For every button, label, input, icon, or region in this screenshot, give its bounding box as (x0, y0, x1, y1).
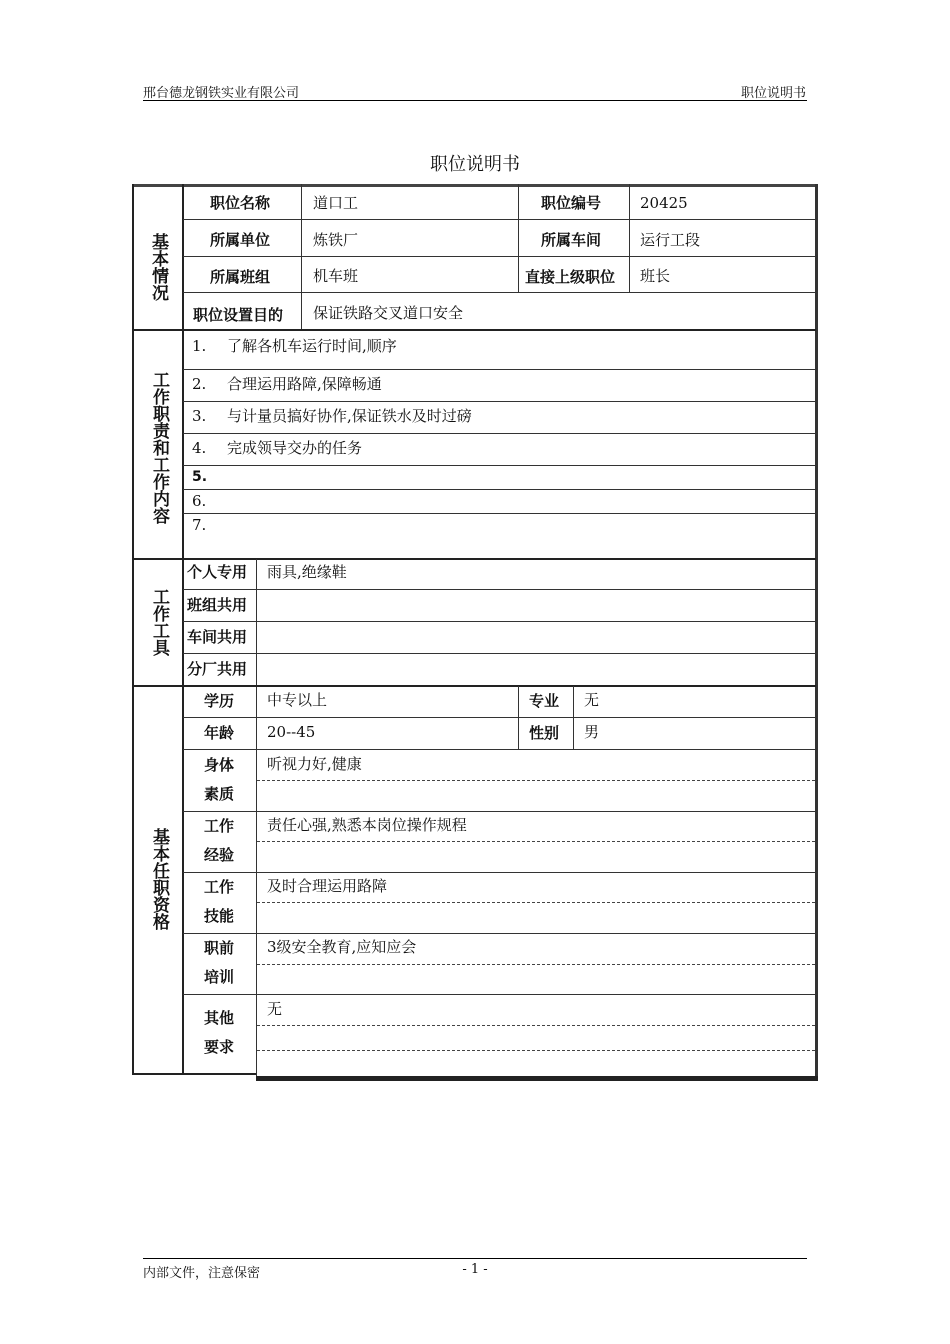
team-label: 所属班组 (210, 268, 271, 286)
major-value: 无 (584, 691, 600, 709)
table-border-bottom (256, 1076, 818, 1081)
grid-line (183, 219, 815, 220)
grid-line (183, 369, 815, 370)
superior-value: 班长 (640, 267, 671, 285)
skills-label: 工作 (204, 878, 235, 896)
grid-line (183, 465, 815, 466)
dashed-line (257, 1025, 815, 1026)
grid-line (183, 811, 815, 812)
grid-line (183, 292, 815, 293)
duty-num: 7. (192, 516, 207, 534)
education-label: 学历 (204, 692, 235, 710)
other-label: 其他 (204, 1009, 235, 1027)
skills-value: 及时合理运用路障 (267, 877, 388, 895)
duty-num: 4. (192, 439, 207, 457)
experience-label: 经验 (204, 846, 235, 864)
section-basic-info-label: 基本情况 (148, 233, 168, 301)
physique-label: 身体 (204, 756, 235, 774)
grid-line (183, 589, 815, 590)
other-label: 要求 (204, 1038, 235, 1056)
training-label: 培训 (204, 968, 235, 986)
position-code-value: 20425 (640, 194, 688, 212)
section-tools-label: 工作工具 (149, 588, 169, 656)
physique-label: 素质 (204, 785, 235, 803)
grid-line (518, 184, 519, 292)
position-name-value: 道口工 (313, 194, 359, 212)
education-value: 中专以上 (267, 691, 328, 709)
section-divider (182, 184, 184, 1074)
grid-line (183, 933, 815, 934)
header-rule (143, 100, 807, 101)
grid-line (183, 513, 815, 514)
grid-line (183, 749, 815, 750)
other-value: 无 (267, 1000, 283, 1018)
page-number: - 1 - (462, 1262, 488, 1277)
major-label: 专业 (529, 692, 560, 710)
gender-label: 性别 (529, 724, 560, 742)
skills-label: 技能 (204, 907, 235, 925)
header-doc-type: 职位说明书 (740, 86, 806, 101)
age-value: 20--45 (267, 723, 316, 741)
experience-value: 责任心强,熟悉本岗位操作规程 (267, 816, 467, 834)
table-border-bottom-left (132, 1073, 256, 1075)
grid-line (183, 653, 815, 654)
duty-num: 3. (192, 407, 207, 425)
duty-text: 了解各机车运行时间,顺序 (227, 337, 397, 355)
experience-label: 工作 (204, 817, 235, 835)
dashed-line (257, 902, 815, 903)
grid-line (183, 256, 815, 257)
grid-line (629, 184, 630, 292)
training-label: 职前 (204, 939, 235, 957)
tool-label: 分厂共用 (187, 660, 248, 678)
purpose-value: 保证铁路交叉道口安全 (313, 304, 464, 322)
unit-value: 炼铁厂 (313, 231, 359, 249)
workshop-label: 所属车间 (541, 231, 602, 249)
tool-label: 车间共用 (187, 628, 248, 646)
dashed-line (257, 964, 815, 965)
section-qualifications-label: 基本任职资格 (149, 828, 169, 930)
section-rule (132, 685, 816, 687)
unit-label: 所属单位 (210, 231, 271, 249)
superior-label: 直接上级职位 (525, 268, 616, 286)
page-title: 职位说明书 (430, 154, 520, 175)
tool-label: 个人专用 (187, 563, 248, 581)
duty-text: 合理运用路障,保障畅通 (227, 375, 382, 393)
table-border-left (132, 184, 134, 1075)
duty-text: 完成领导交办的任务 (227, 439, 363, 457)
section-duties-label: 工作职责和工作内容 (149, 370, 169, 524)
training-value: 3级安全教育,应知应会 (267, 938, 417, 956)
job-description-table (132, 184, 819, 1081)
duty-text: 与计量员搞好协作,保证铁水及时过磅 (227, 407, 472, 425)
grid-line (183, 872, 815, 873)
duty-num: 2. (192, 375, 207, 393)
workshop-value: 运行工段 (640, 231, 701, 249)
position-name-label: 职位名称 (210, 194, 271, 212)
physique-value: 听视力好,健康 (267, 755, 362, 773)
dashed-line (257, 780, 815, 781)
duty-num: 6. (192, 492, 207, 510)
footer-confidential: 内部文件，注意保密 (143, 1266, 261, 1281)
grid-line (183, 717, 815, 718)
tool-value: 雨具,绝缘鞋 (267, 563, 347, 581)
team-value: 机车班 (313, 267, 359, 285)
section-rule (132, 558, 816, 560)
table-border-top (132, 184, 818, 187)
dashed-line (257, 841, 815, 842)
grid-line (183, 433, 815, 434)
grid-line (183, 621, 815, 622)
duty-num: 5. (192, 469, 208, 485)
grid-line (183, 489, 815, 490)
duty-num: 1. (192, 337, 207, 355)
section-rule (132, 329, 816, 331)
age-label: 年龄 (204, 724, 235, 742)
gender-value: 男 (584, 723, 600, 741)
dashed-line (257, 1050, 815, 1051)
position-code-label: 职位编号 (541, 194, 602, 212)
header-company: 邢台德龙钢铁实业有限公司 (143, 86, 300, 101)
grid-line (518, 686, 519, 750)
table-border-right (815, 184, 818, 1081)
grid-line (573, 686, 574, 750)
grid-line (183, 994, 815, 995)
purpose-label: 职位设置目的 (193, 306, 284, 324)
footer-rule (143, 1258, 807, 1259)
grid-line (256, 559, 257, 1076)
grid-line (183, 401, 815, 402)
tool-label: 班组共用 (187, 596, 248, 614)
